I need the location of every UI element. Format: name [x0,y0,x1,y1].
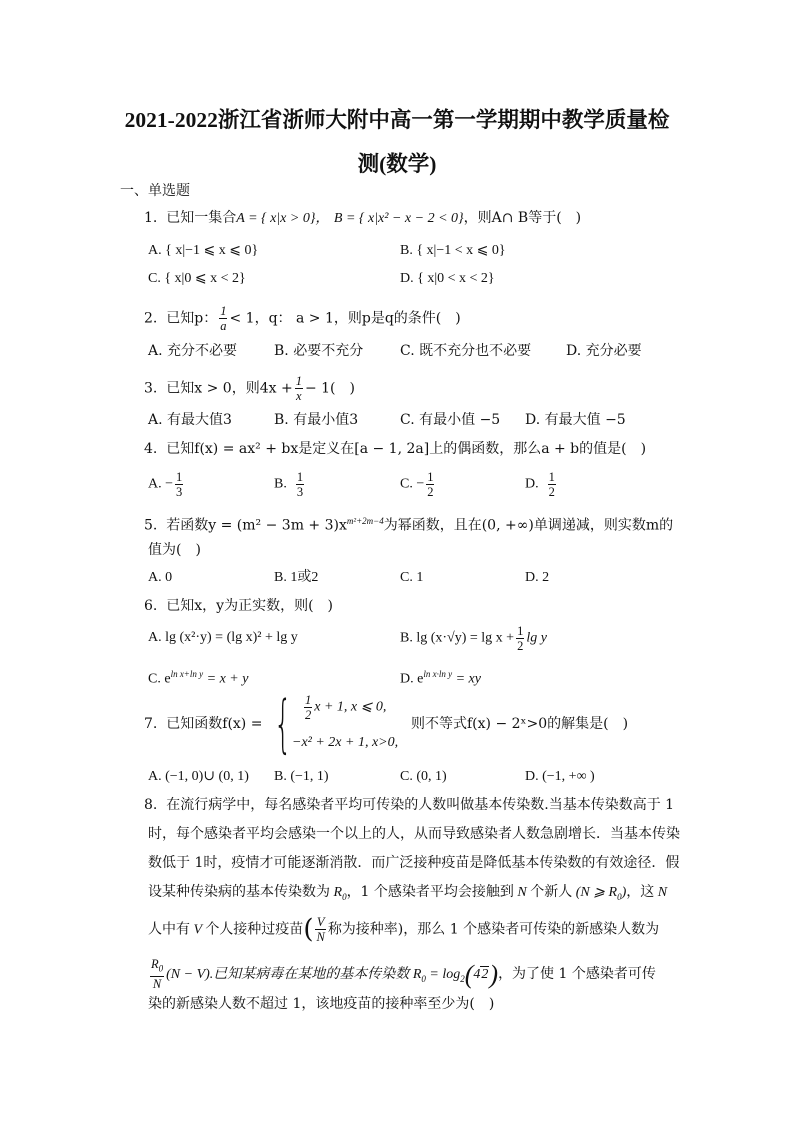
q4-option-c-label: C. − [400,476,425,492]
q1-option-c: C. { x|0 ⩽ x < 2} [148,271,246,286]
q3-text1: 已知x > 0，则4x + [166,380,293,397]
q4-option-a [148,470,185,499]
q8-line4c: 个新人 [530,884,573,900]
q5-exponent: m²+2m−4 [346,516,384,526]
question-5 [144,511,673,536]
q2-text2: < 1，q： a > 1，则p是q的条件( ) [229,310,461,327]
q6-option-c: C. $e^{ln x+ln y} = x + y$ [148,669,249,687]
question-8 [144,795,674,815]
q4-option-b [274,470,306,499]
q8-line5: 人中有 V 个人接种过疫苗( $\frac{V}{N}$ 称为接种率)，那么 1 个感染者可传染的新感染人数为 [148,914,660,945]
q4-a-fraction: $\frac{1}{3}$ [176,470,183,499]
q2-num: 2. [144,310,158,327]
q4-b-fraction: $\frac{1}{3}$ [296,470,304,499]
q4-option-d-label: D. [525,476,539,492]
q8-line4a: 设某种传染病的基本传染数为 [148,884,330,900]
q8-line5c: 称为接种率)，那么 1 个感染者可传染的新感染人数为 [327,921,660,938]
q5-line2: 值为( ) [148,542,201,558]
q8-line4d: ，这 [626,884,655,900]
q1-option-b: B. { x|−1 < x ⩽ 0} [400,243,506,258]
q8-line2: 时，每个感染者平均会感染一个以上的人，从而导致感染者人数急剧增长．当基本传染 [148,826,680,842]
q8-line1: 在流行病学中，每名感染者平均可传染的人数叫做基本传染数.当基本传染数高于 1 [166,797,675,813]
q8-num: 8. [144,797,158,813]
title-line-2: 测(数学) [357,152,437,176]
q7-text2: 则不等式f(x) − 2ˣ>0的解集是( ) [411,716,629,732]
q8-line5b: 个人接种过疫苗 [205,921,304,938]
q8-line6: $\frac{R_0}{N}$ (N − V).已知某病毒在某地的基本传染数 $R_0 = \log_2(42)$，为了使 1 个感染者可传 [151,957,656,991]
q8-v-over-n: $\frac{V}{N}$ [316,915,325,944]
q6-option-d-label: D. e [400,671,424,687]
q8-line3: 数低于 1时，疫情才可能逐渐消散．而广泛接种疫苗是降低基本传染数的有效途径．假 [148,855,680,871]
q1-set-a: A = { x|x > 0}， [236,211,330,226]
q2-option-b: B. 必要不充分 [274,343,364,359]
q7-option-c: C. (0, 1) [400,769,447,784]
q1-option-d: D. { x|0 < x < 2} [400,271,495,286]
q5-option-b: B. 1或2 [274,570,319,585]
q7-case-2: −x² + 2x + 1, x>0, [292,735,399,750]
q2-fraction: $\frac{1}{a}$ [220,304,227,333]
question-3 [144,374,355,403]
q7-text1: 已知函数f(x) = [166,716,263,732]
question-4 [144,439,646,459]
q2-option-c: C. 既不充分也不必要 [400,343,532,359]
q7-case1-text: x + 1, x ⩽ 0, [314,699,387,715]
q5-num: 5. [144,517,158,534]
q6-b-fraction: $\frac{1}{2}$ [517,624,524,653]
q8-r0-over-n: $\frac{R_0}{N}$ [151,957,164,991]
q8-line5a: 人中有 [148,921,190,938]
q7-option-d: D. (−1, +∞ ) [525,769,595,784]
section-heading: 一、单选题 [120,183,190,199]
q1-text2: ，则A∩ B等于( ) [463,210,582,226]
q7-brace: { [274,687,292,760]
q3-text2: − 1( ) [304,380,355,397]
q7-option-b: B. (−1, 1) [274,769,329,784]
q6-option-b: B. lg (x·√y) = lg x + $\frac{1}{2}$ lg y [400,624,547,653]
q3-option-a: A. 有最大值3 [148,412,232,428]
q5-line1: 若函数y = (m² − 3m + 3)x [166,517,347,534]
q6-option-a: A. lg (x²·y) = (lg x)² + lg y [148,630,298,645]
q7-case-1 [302,693,386,722]
q8-line4b: ，1 个感染者平均会接触到 [346,884,514,900]
q5-option-a: A. 0 [148,570,173,585]
q6-text: 已知x，y为正实数，则( ) [166,598,333,614]
q6-option-c-label: C. e [148,671,171,687]
q4-c-fraction: $\frac{1}{2}$ [427,470,434,499]
q1-set-b: B = { x|x² − x − 2 < 0} [333,211,464,226]
q3-option-c: C. 有最小值 −5 [400,412,501,428]
question-2 [144,304,461,333]
q3-num: 3. [144,380,158,397]
title-line-1: 2021-2022浙江省浙师大附中高一第一学期期中教学质量检 [124,108,670,132]
q4-option-b-label: B. [274,476,287,492]
q1-num: 1. [144,210,158,226]
q4-text: 已知f(x) = ax² + bx是定义在[a − 1, 2a]上的偶函数，那么a + b的值是( ) [166,441,647,457]
q3-option-b: B. 有最小值3 [274,412,359,428]
q8-line7: 染的新感染人数不超过 1，该地疫苗的接种率至少为( ) [148,996,495,1012]
question-1 [144,208,581,229]
q1-text1: 已知一集合 [166,210,237,226]
page-title [0,98,794,186]
q4-num: 4. [144,441,158,457]
question-7 [144,714,262,734]
q4-option-c [400,470,436,499]
q5-option-c: C. 1 [400,570,424,585]
q6-option-b-label: B. lg (x·√y) = lg x + [400,630,515,646]
q4-option-d [525,470,558,499]
q8-line6a: (N − V).已知某病毒在某地的基本传染数 [166,966,410,982]
q3-option-d: D. 有最大值 −5 [525,412,626,428]
q1-option-a: A. { x|−1 ⩽ x ⩽ 0} [148,243,259,258]
q7-option-a: A. (−1, 0)∪ (0, 1) [148,769,249,784]
question-6 [144,596,333,616]
q2-text1: 已知p： [166,310,218,327]
q5-line1b: 为幂函数，且在(0, +∞)单调递减，则实数m的 [383,517,674,534]
q2-option-a: A. 充分不必要 [148,343,238,359]
q8-line4: 设某种传染病的基本传染数为 $R_0$，1 个感染者平均会接触到 N 个新人 (N ⩾ $R_0$)，这 N [148,884,668,902]
q6-num: 6. [144,598,158,614]
q6-option-d: D. $e^{ln x\cdot ln y}$ = xy [400,669,481,687]
q7-case1-fraction: $\frac{1}{2}$ [305,693,312,722]
q7-num: 7. [144,716,158,732]
q4-d-fraction: $\frac{1}{2}$ [548,470,555,499]
q3-fraction: $\frac{1}{x}$ [295,374,302,403]
q2-option-d: D. 充分必要 [566,343,642,359]
q8-line6b: ，为了使 1 个感染者可传 [498,965,656,982]
q4-option-a-label: A. − [148,476,174,492]
q5-option-d: D. 2 [525,570,550,585]
